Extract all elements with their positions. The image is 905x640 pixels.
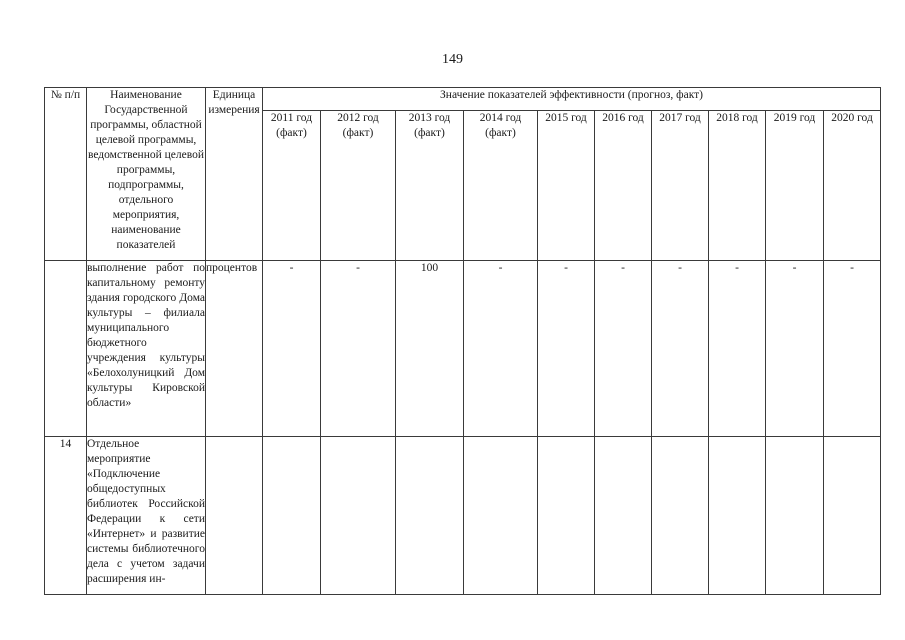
year-label: 2014 год <box>479 112 522 124</box>
value-2017 <box>652 437 709 595</box>
value-2016: - <box>595 261 652 437</box>
value-2011 <box>263 437 321 595</box>
table-row <box>45 437 881 595</box>
year-label: 2020 год <box>831 112 873 124</box>
year-label: 2017 год <box>659 112 701 124</box>
year-label: 2019 год <box>773 112 816 124</box>
header-year-2017 <box>652 111 709 261</box>
header-year-2020 <box>824 111 881 261</box>
value-2020 <box>824 437 881 595</box>
row-unit <box>206 437 263 595</box>
value-2013 <box>396 437 464 595</box>
value-2012 <box>321 437 396 595</box>
header-row <box>45 88 881 111</box>
header-year-2012 <box>321 111 396 261</box>
page-number: 149 <box>442 52 463 67</box>
header-year-2013 <box>396 111 464 261</box>
year-label: 2018 год <box>716 112 758 124</box>
year-label: 2013 год <box>408 112 451 124</box>
value-2015 <box>538 437 595 595</box>
header-year-2019 <box>766 111 824 261</box>
header-year-2011 <box>263 111 321 261</box>
value-2020: - <box>824 261 881 437</box>
header-year-2016 <box>595 111 652 261</box>
row-name: Отдельное мероприятие «Подключение общедоступных библиотек Российской Федерации к сети «Интернет» и развитие системы библиотечного дела с учетом задачи расширения ин- <box>87 437 206 595</box>
year-note: (факт) <box>485 127 516 139</box>
value-2018: - <box>709 261 766 437</box>
year-label: 2016 год <box>602 112 644 124</box>
header-indicator-group: Значение показателей эффективности (прогноз, факт) <box>263 88 881 111</box>
row-number <box>45 261 87 437</box>
header-unit: Единица измерения <box>206 88 263 261</box>
value-2014 <box>464 437 538 595</box>
value-2014: - <box>464 261 538 437</box>
value-2019: - <box>766 261 824 437</box>
value-2018 <box>709 437 766 595</box>
year-note: (факт) <box>276 127 307 139</box>
header-year-2015 <box>538 111 595 261</box>
year-note: (факт) <box>414 127 445 139</box>
row-unit: процентов <box>206 261 263 437</box>
value-2017: - <box>652 261 709 437</box>
value-2012: - <box>321 261 396 437</box>
value-2016 <box>595 437 652 595</box>
year-label: 2011 год <box>270 112 313 124</box>
header-name: Наименование Государственной программы, областной целевой программы, ведомственной целевой программы, подпрограммы, отдельного мероприятия, наименование показателей <box>87 88 206 261</box>
value-2019 <box>766 437 824 595</box>
year-note: (факт) <box>342 127 374 139</box>
row-name: выполнение работ по капитальному ремонту здания городского Дома культуры – филиала муниципального бюджетного учреждения культуры «Белохолуницкий Дом культуры Кировской области» <box>87 261 206 437</box>
year-label: 2015 год <box>545 112 587 124</box>
indicators-table <box>44 87 881 595</box>
header-year-2018 <box>709 111 766 261</box>
value-2015: - <box>538 261 595 437</box>
year-label: 2012 год <box>337 112 379 124</box>
value-2011: - <box>263 261 321 437</box>
value-2013: 100 <box>396 261 464 437</box>
header-year-2014 <box>464 111 538 261</box>
row-number: 14 <box>45 437 87 595</box>
table-row <box>45 261 881 437</box>
header-num: № п/п <box>45 88 87 261</box>
